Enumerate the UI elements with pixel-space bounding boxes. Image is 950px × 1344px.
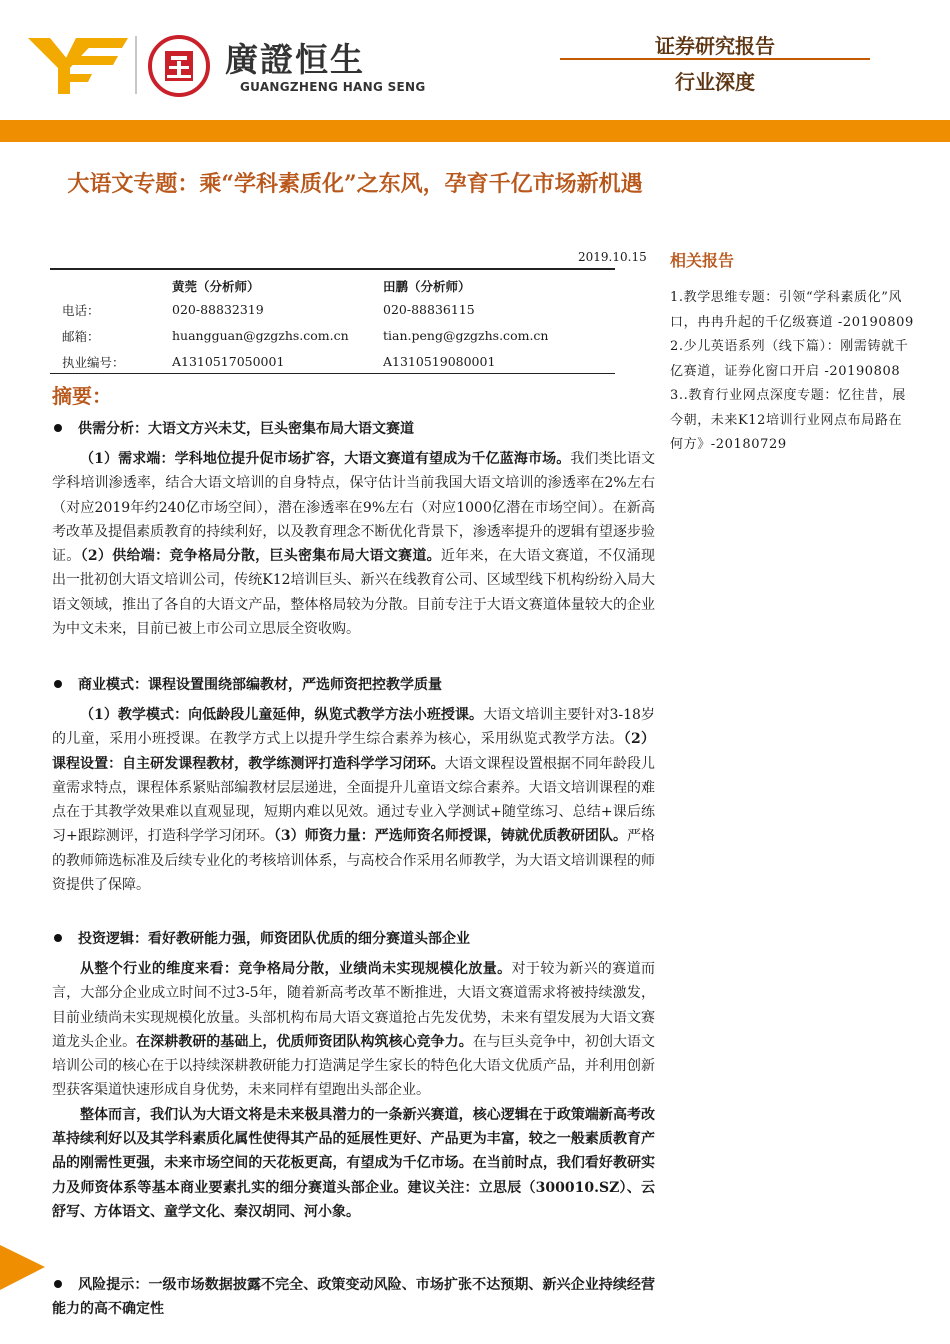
bullet-icon — [54, 934, 62, 942]
analyst-1-phone: 020-88832319 — [172, 302, 264, 317]
section-1-body: （1）需求端：学科地位提升促市场扩容，大语文赛道有望成为千亿蓝海市场。我们类比语文学科培训渗透率，结合大语文培训的自身特点，保守估计当前我国大语文培训的渗透率在2%左右（对应2019年约240亿市场空间），潜在渗透率在9%左右（对应1000亿潜在市场空间）。在新高考改革及提倡素质教育的持续利好，以及教育理念不断优化背景下，渗透率提升的逻辑有望逐步验证。（2）供给端：竞争格局分散，巨头密集布局大语文赛道。近年来，在大语文赛道，不仅涌现出一批初创大语文培训公司，传统K12培训巨头、新兴在线教育公司、区域型线下机构纷纷入局大语文领域，推出了各自的大语文产品，整体格局较为分散。目前专注于大语文赛道体量较大的企业为中文未来，目前已被上市公司立思辰全资收购。 — [52, 451, 656, 638]
bullet-icon — [54, 1280, 62, 1288]
analyst-2-email: tian.peng@gzgzhs.com.cn — [383, 328, 549, 343]
bullet-icon — [54, 424, 62, 432]
report-type: 证券研究报告 — [655, 34, 775, 58]
email-label: 邮箱： — [62, 329, 100, 344]
report-date: 2019.10.15 — [578, 250, 647, 264]
related-report-item[interactable]: 2.少儿英语系列（线下篇）：刚需铸就千亿赛道，证券化窗口开启 -20190808 — [670, 339, 909, 379]
analyst-1-email: huangguan@gzgzhs.com.cn — [172, 328, 349, 343]
divider-top — [50, 268, 615, 270]
divider-bottom — [50, 373, 615, 374]
phone-label: 电话： — [62, 303, 100, 318]
report-subtype: 行业深度 — [675, 70, 755, 94]
section-2-heading: 商业模式：课程设置围绕部编教材，严选师资把控教学质量 — [52, 674, 652, 694]
section-4-heading: 风险提示：一级市场数据披露不完全、政策变动风险、市场扩张不达预期、新兴企业持续经营能力的高不确定性 — [52, 1277, 655, 1318]
analyst-2-name: 田鹏（分析师） — [383, 279, 471, 294]
abstract-title: 摘要： — [52, 384, 112, 408]
header-orange-band — [0, 120, 950, 142]
analyst-1-name: 黄莞（分析师） — [172, 279, 260, 294]
analyst-2-license: A1310519080001 — [383, 354, 496, 369]
hang-seng-seal-icon — [148, 35, 210, 97]
section-1-heading: 供需分析：大语文方兴未艾，巨头密集布局大语文赛道 — [52, 418, 652, 438]
brand-name-en: GUANGZHENG HANG SENG — [240, 80, 426, 94]
related-reports-list — [670, 286, 915, 458]
section-2-body: （1）教学模式：向低龄段儿童延伸，纵览式教学方法小班授课。大语文培训主要针对3-18岁的儿童，采用小班授课。在教学方式上以提升学生综合素养为核心，采用纵览式教学方法。（2）课程设置：自主研发课程教材，教学练测评打造科学学习闭环。大语文课程设置根据不同年龄段儿童需求特点，课程体系紧贴部编教材层层递进，全面提升儿童语文综合素养。大语文培训课程的难点在于其教学效果难以直观显现，短期内难以见效。通过专业入学测试+随堂练习、总结+课后练习+跟踪测评，打造科学学习闭环。（3）师资力量：严选师资名师授课，铸就优质教研团队。严格的教师筛选标准及后续专业化的考核培训体系，与高校合作采用名师教学，为大语文培训课程的师资提供了保障。 — [52, 707, 656, 894]
analyst-1-license: A1310517050001 — [172, 354, 285, 369]
corner-triangle-icon — [0, 1245, 45, 1290]
related-reports-title: 相关报告 — [670, 251, 735, 270]
section-3-body: 从整个行业的维度来看：竞争格局分散，业绩尚未实现规模化放量。对于较为新兴的赛道而言，大部分企业成立时间不过3-5年，随着新高考改革不断推进，大语文赛道需求将被持续激发，目前业绩尚未实现规模化放量。头部机构布局大语文赛道抢占先发优势，未来有望发展为大语文赛道龙头企业。在深耕教研的基础上，优质师资团队构筑核心竞争力。在与巨头竞争中，初创大语文培训公司的核心在于以持续深耕教研能力打造满足学生家长的特色化大语文优质产品，并利用创新型获客渠道快速形成自身优势，未来同样有望跑出头部企业。 整体而言，我们认为大语文将是未来极具潜力的一条新兴赛道，核心逻辑在于政策端新高考改革持续利好以及其学科素质化属性使得其产品的延展性更好、产品更为丰富，较之一般素质教育产品的刚需性更强，未来市场空间的天花板更高，有望成为千亿市场。在当前时点，我们看好教研实力及师资体系等基本商业要素扎实的细分赛道头部企业。建议关注：立思辰（300010.SZ）、云舒写、方体语文、童学文化、秦汉胡同、河小象。 — [52, 961, 656, 1220]
brand-yf-logo-icon — [28, 30, 128, 94]
report-type-underline — [560, 58, 870, 60]
analyst-2-phone: 020-88836115 — [383, 302, 475, 317]
section-3-heading: 投资逻辑：看好教研能力强，师资团队优质的细分赛道头部企业 — [52, 928, 652, 948]
brand-name-cn: 廣證恒生 — [225, 40, 365, 79]
related-report-item[interactable]: 3..教育行业网点深度专题：忆往昔，展今朝，未来K12培训行业网点布局路在何方》-20180729 — [670, 388, 906, 452]
related-report-item[interactable]: 1.教学思维专题：引领“学科素质化”风口，冉冉升起的千亿级赛道 -20190809 — [670, 290, 914, 330]
report-title: 大语文专题：乘“学科素质化”之东风，孕育千亿市场新机遇 — [67, 171, 643, 197]
logo-divider — [135, 36, 137, 94]
bullet-icon — [54, 680, 62, 688]
license-label: 执业编号： — [62, 355, 125, 370]
